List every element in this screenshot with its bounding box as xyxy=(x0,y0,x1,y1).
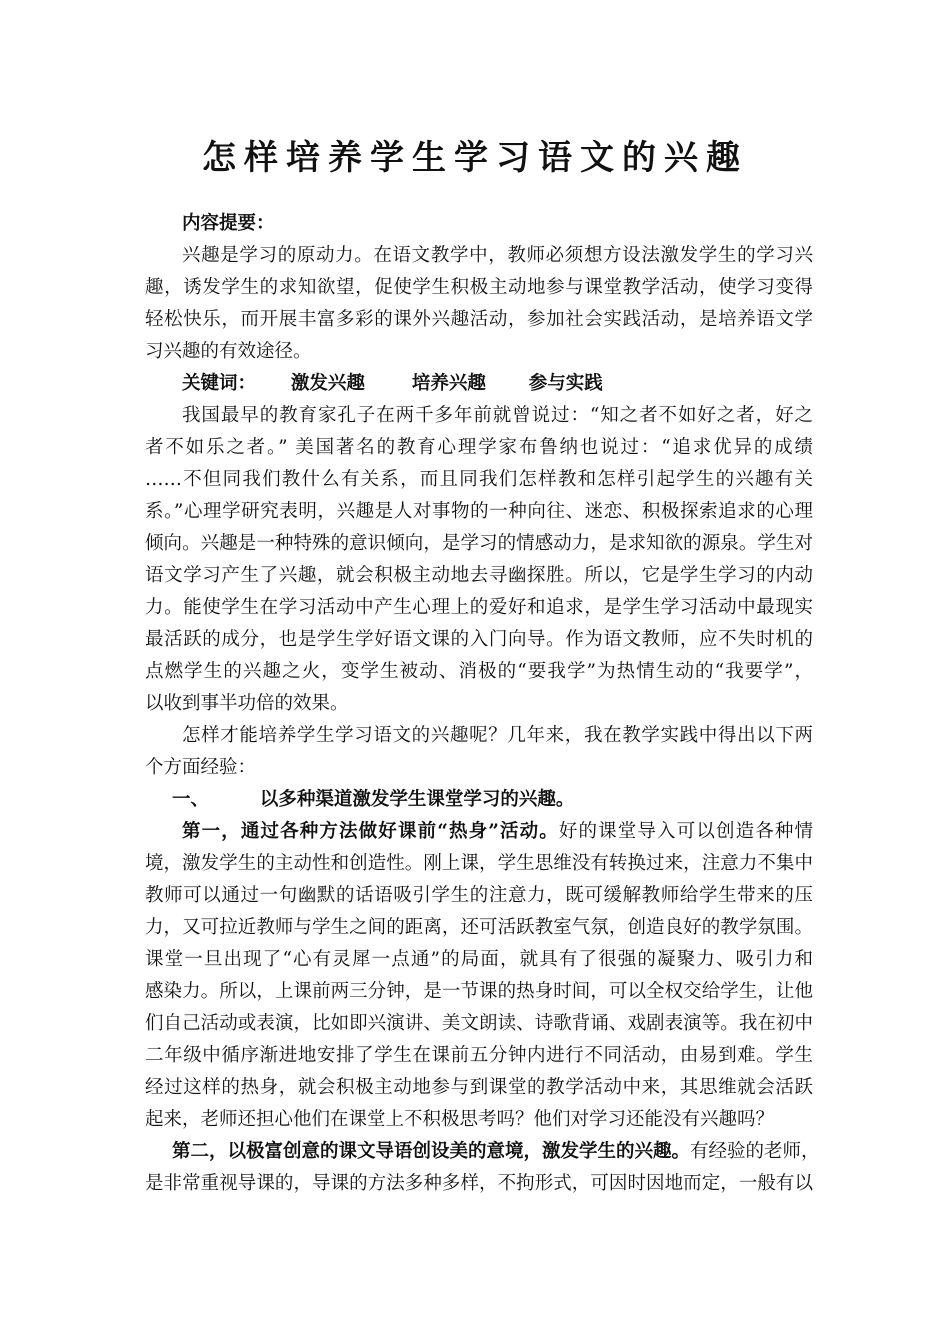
keyword: 培养兴趣 xyxy=(411,373,486,394)
abstract-line: 兴趣是学习的原动力。在语文教学中，教师必须想方设法激发学生的学习兴 xyxy=(182,245,813,266)
question-line: 个方面经验： xyxy=(145,757,257,778)
abstract-line: 习兴趣的有效途径。 xyxy=(145,341,312,362)
point2-first-line xyxy=(172,1136,820,1168)
intro-line: 系。”心理学研究表明，兴趣是人对事物的一种向往、迷恋、积极探索追求的心理 xyxy=(145,501,813,522)
page-title: 怎样培养学生学习语文的兴趣 xyxy=(202,138,748,178)
intro-line: 点燃学生的兴趣之火，变学生被动、消极的“要我学”为热情生动的“我要学”， xyxy=(145,661,813,682)
point1-line: 课堂一旦出现了“心有灵犀一点通”的局面，就具有了很强的凝聚力、吸引力和 xyxy=(145,949,813,970)
keywords-label: 关键词： xyxy=(182,373,257,394)
point1-line: 境，激发学生的主动性和创造性。刚上课，学生思维没有转换过来，注意力不集中 xyxy=(145,853,813,874)
point1-line: 二年级中循序渐进地安排了学生在课前五分钟内进行不同活动，由易到难。学生 xyxy=(145,1045,813,1066)
intro-line: 倾向。兴趣是一种特殊的意识倾向，是学习的情感动力，是求知欲的源泉。学生对 xyxy=(145,533,813,554)
abstract-line: 轻松快乐，而开展丰富多彩的课外兴趣活动，参加社会实践活动，是培养语文学 xyxy=(145,309,813,330)
point1-line: 感染力。所以，上课前两三分钟，是一节课的热身时间，可以全权交给学生，让他 xyxy=(145,981,813,1002)
point2-lead: 第二，以极富创意的课文导语创设美的意境，激发学生的兴趣。 xyxy=(172,1141,691,1162)
point1-line: 教师可以通过一句幽默的话语吸引学生的注意力，既可缓解教师给学生带来的压 xyxy=(145,885,813,906)
section-title: 以多种渠道激发学生课堂学习的兴趣。 xyxy=(259,789,575,810)
intro-line: 以收到事半功倍的效果。 xyxy=(145,693,349,714)
intro-line: ……不但同我们教什么有关系，而且同我们怎样教和怎样引起学生的兴趣有关 xyxy=(145,469,813,490)
abstract-label: 内容提要： xyxy=(182,213,275,234)
keyword: 激发兴趣 xyxy=(290,373,365,394)
point1-lead-rest: 好的课堂导入可以创造各种情 xyxy=(558,821,813,842)
question-line: 怎样才能培养学生学习语文的兴趣呢？几年来，我在教学实践中得出以下两 xyxy=(182,725,813,746)
section-heading xyxy=(172,784,813,816)
point1-first-line xyxy=(182,816,813,848)
point2-line: 是非常重视导课的，导课的方法多种多样，不拘形式，可因时因地而定，一般有以 xyxy=(145,1173,813,1194)
abstract-line: 趣，诱发学生的求知欲望，促使学生积极主动地参与课堂教学活动，使学习变得 xyxy=(145,277,813,298)
point1-line: 经过这样的热身，就会积极主动地参与到课堂的教学活动中来，其思维就会活跃 xyxy=(145,1077,813,1098)
point1-line: 起来，老师还担心他们在课堂上不积极思考吗？他们对学习还能没有兴趣吗？ xyxy=(145,1109,775,1130)
point1-line: 力，又可拉近教师与学生之间的距离，还可活跃教室气氛，创造良好的教学氛围。 xyxy=(145,917,813,938)
keyword: 参与实践 xyxy=(528,373,603,394)
point2-lead-rest: 有经验的老师， xyxy=(690,1141,820,1162)
intro-line: 力。能使学生在学习活动中产生心理上的爱好和追求，是学生学习活动中最现实 xyxy=(145,597,813,618)
intro-line: 最活跃的成分，也是学生学好语文课的入门向导。作为语文教师，应不失时机的 xyxy=(145,629,813,650)
intro-line: 者不如乐之者。” 美国著名的教育心理学家布鲁纳也说过：“追求优异的成绩 xyxy=(145,437,813,458)
keywords-row xyxy=(182,368,813,400)
intro-line: 语文学习产生了兴趣，就会积极主动地去寻幽探胜。所以，它是学生学习的内动 xyxy=(145,565,813,586)
section-number: 一、 xyxy=(172,789,210,810)
intro-line: 我国最早的教育家孔子在两千多年前就曾说过：“知之者不如好之者，好之 xyxy=(182,405,813,426)
point1-line: 们自己活动或表演，比如即兴演讲、美文朗读、诗歌背诵、戏剧表演等。我在初中 xyxy=(145,1013,813,1034)
point1-lead: 第一，通过各种方法做好课前“热身”活动。 xyxy=(182,821,559,842)
